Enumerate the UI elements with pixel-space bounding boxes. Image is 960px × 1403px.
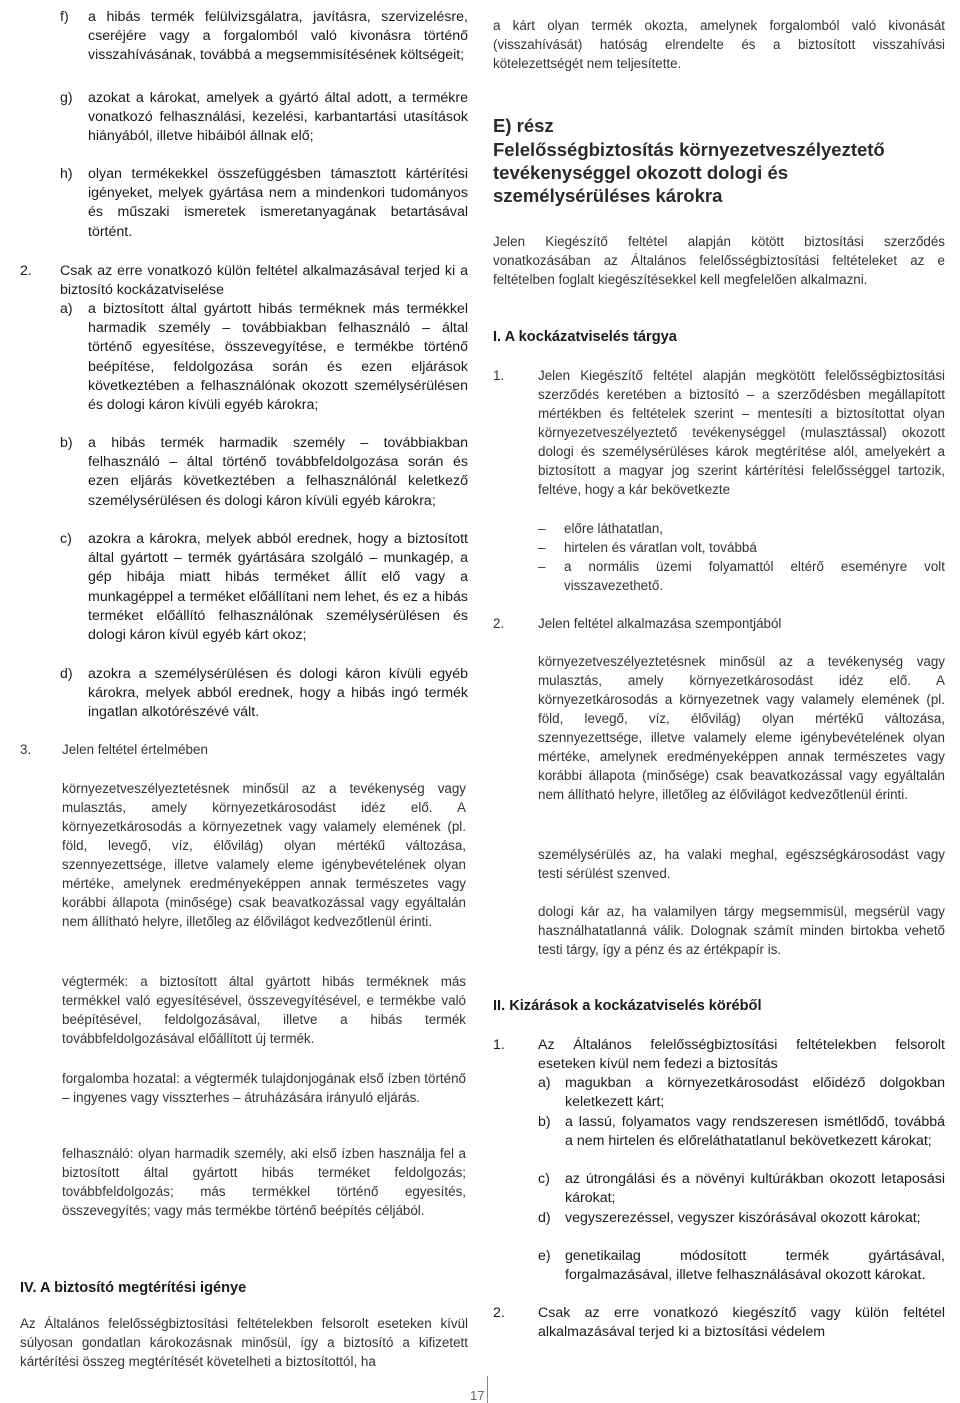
list-marker: d) xyxy=(60,666,73,682)
list-item-text: az útrongálási és a növényi kultúrákban okozott letaposási károkat; xyxy=(565,1171,945,1207)
list-item xyxy=(60,89,468,147)
section-heading: IV. A biztosító megtérítési igénye xyxy=(20,1280,247,1296)
paragraph: Jelen Kiegészítő feltétel alapján kötött biztosítási szerződés vonatkozásában az Általános felelősségbiztosítási feltételeket az e feltételben foglalt kiegészítésekkel kell megfelelően alkalmazni. xyxy=(493,234,945,287)
list-item-text: Csak az erre vonatkozó külön feltétel alkalmazásával terjed ki a biztosító kockázatviselése xyxy=(60,263,468,299)
part-title: Felelősségbiztosítás környezetveszélyeztető tevékenységgel okozott dologi és személysérüléses károkra xyxy=(493,139,885,206)
dash-item xyxy=(538,557,945,595)
section-heading: II. Kizárások a kockázatviselés köréből xyxy=(493,998,762,1014)
list-item-text: Jelen feltétel alkalmazása szempontjából xyxy=(538,616,782,631)
list-item-text: Az Általános felelősségbiztosítási feltételekben felsorolt eseteken kívül nem fedezi a biztosítás xyxy=(538,1037,945,1073)
list-item-text: a hibás termék harmadik személy – továbbiakban felhasználó – által történő továbbfeldolgozása során és ezen eljárás következtében a felhasználónál keletkező személysérülésen és dologi káron kívüli egyéb károkra; xyxy=(88,435,468,509)
page-divider xyxy=(487,1376,488,1403)
list-item xyxy=(60,434,468,511)
dash-item xyxy=(538,538,945,557)
list-item-text: Jelen Kiegészítő feltétel alapján megkötött felelősségbiztosítási szerződés keretében a biztosító – a szerződésben megállapított mértékben és feltételek szerint – mentesíti a biztosítottat olyan környezetveszélyeztető tevékenységgel (mulasztással) okozott dologi és személysérüléses károk megtérítése alól, amelyekért a biztosított a magyar jog szerint kártérítési felelősséggel tartozik, feltéve, hogy a kár bekövetkezte xyxy=(538,368,945,497)
dash-item xyxy=(538,519,945,538)
list-marker: b) xyxy=(538,1114,551,1130)
list-marker: g) xyxy=(60,90,73,106)
list-item-text: azokra a személysérülésen és dologi káron kívüli egyéb károkra, melyek abból erednek, hogy a hibás ingó termék ingatlan alkotórészévé vált. xyxy=(88,666,468,721)
numbered-item xyxy=(20,262,468,300)
definition-paragraph: forgalomba hozatal: a végtermék tulajdonjogának első ízben történő – ingyenes vagy visszterhes – átruházására irányuló eljárás. xyxy=(62,1071,466,1105)
part-label: E) rész xyxy=(493,115,554,136)
numbered-item xyxy=(493,614,945,633)
dash-marker: – xyxy=(538,559,546,574)
definition-paragraph: személysérülés az, ha valaki meghal, egészségkárosodást vagy testi sérülést szenved. xyxy=(538,847,945,881)
dash-marker: – xyxy=(538,521,546,536)
definition-paragraph: környezetveszélyeztetésnek minősül az a tevékenység vagy mulasztás, amely környezetkárosodást idéz elő. A környezetkárosodás a környezetnek vagy valamely elemének (pl. föld, levegő, víz, élővilág) olyan mértékű változása, szennyezettsége, illetve valamely eleme igénybevételének olyan mértéke, amelynek eredményeképpen annak természetes vagy korábbi állapota (minősége) csak beavatkozással vagy egyáltalán nem állítható helyre, illetőleg az élővilágot kedvezőtlenül érinti. xyxy=(538,654,945,802)
list-marker: a) xyxy=(538,1075,551,1091)
list-item-text: hirtelen és váratlan volt, továbbá xyxy=(564,540,757,555)
list-marker: 2. xyxy=(493,1305,505,1321)
list-item-text: vegyszerezéssel, vegyszer kiszórásával okozott károkat; xyxy=(565,1210,921,1226)
list-item-text: a hibás termék felülvizsgálatra, javításra, szervizelésre, cseréjére vagy a forgalomból való kivonásra történő visszahívásának, továbbá a megsemmisítésének költségeit; xyxy=(88,9,468,64)
list-item xyxy=(60,165,468,242)
list-item-text: a lassú, folyamatos vagy rendszeresen ismétlődő, továbbá a nem hirtelen és előreláthatatlanul bekövetkezett károkat; xyxy=(565,1114,945,1150)
list-marker: e) xyxy=(538,1248,551,1264)
list-item-text: magukban a környezetkárosodást előidéző dolgokban keletkezett kárt; xyxy=(565,1075,945,1111)
list-item-text: azokat a károkat, amelyek a gyártó által adott, a termékre vonatkozó felhasználási, kezelési, karbantartási utasítások hiányából, illetve hibáiból állnak elő; xyxy=(88,90,468,145)
numbered-item xyxy=(20,740,468,759)
list-marker: 3. xyxy=(20,742,32,757)
list-item-text: olyan termékekkel összefüggésben támasztott kártérítési igényeket, melyek gyártása nem a mindenkori tudományos és műszaki ismeretek ismeretanyagának betartásával történt. xyxy=(88,166,468,240)
list-item xyxy=(60,300,468,415)
dash-marker: – xyxy=(538,540,546,555)
list-marker: f) xyxy=(60,9,69,25)
list-item-text: genetikailag módosított termék gyártásával, forgalmazásával, illetve felhasználásával okozott károkat. xyxy=(565,1248,945,1284)
definition-paragraph: dologi kár az, ha valamilyen tárgy megsemmisül, megsérül vagy használhatatlanná válik. Dolognak számít minden birtokba vehető testi tárgy, így a pénz és az értékpapír is. xyxy=(538,904,945,957)
list-marker: 2. xyxy=(493,616,505,631)
list-item-text: a normális üzemi folyamattól eltérő eseményre volt visszavezethető. xyxy=(564,559,945,593)
list-item xyxy=(538,1074,945,1112)
list-marker: 2. xyxy=(20,263,32,279)
list-item xyxy=(60,530,468,645)
paragraph: a kárt olyan termék okozta, amelynek forgalomból való kivonását (visszahívását) hatóság elrendelte és a biztosított visszahívási kötelezettségét nem teljesítette. xyxy=(493,18,945,71)
list-item xyxy=(538,1209,945,1228)
list-marker: b) xyxy=(60,435,73,451)
numbered-item xyxy=(493,1036,945,1074)
list-item xyxy=(538,1113,945,1151)
list-item-text: Jelen feltétel értelmében xyxy=(62,742,208,757)
list-item-text: a biztosított által gyártott hibás terméknek más termékkel harmadik személy – továbbiakban felhasználó – által történő egyesítése, összevegyítése, e termékbe történő beépítése, feldolgozása során és ezen eljárások következtében a felhasználónak okozott személysérülésen és dologi káron kívüli egyéb károkra; xyxy=(88,301,468,414)
list-marker: 1. xyxy=(493,368,505,383)
list-marker: h) xyxy=(60,166,73,182)
section-heading: I. A kockázatviselés tárgya xyxy=(493,329,677,345)
list-item-text: azokra a károkra, melyek abból erednek, hogy a biztosított által gyártott – termék gyártására szolgáló – munkagép, a gép hibája miatt hibás terméket állít elő vagy a munkagéppel a terméket előállítani nem lehet, és ez a hibás terméket előállító felhasználónak személysérülésen és dologi káron kívül egyéb kárt okoz; xyxy=(88,531,468,644)
list-item-text: Csak az erre vonatkozó kiegészítő vagy külön feltétel alkalmazásával terjed ki a biztosítási védelem xyxy=(538,1305,945,1341)
list-item xyxy=(538,1247,945,1285)
list-item xyxy=(60,665,468,723)
numbered-item xyxy=(493,1304,945,1342)
list-marker: 1. xyxy=(493,1037,505,1053)
list-item xyxy=(538,1170,945,1208)
paragraph: Az Általános felelősségbiztosítási feltételekben felsorolt eseteken kívül súlyosan gondatlan károkozásnak minősül, így a biztosító a kifizetett kártérítési összeg megtérítését követelheti a biztosítottól, ha xyxy=(20,1316,468,1369)
page-number: 17 xyxy=(470,1388,485,1403)
list-item xyxy=(60,8,468,66)
list-marker: a) xyxy=(60,301,73,317)
definition-paragraph: felhasználó: olyan harmadik személy, aki első ízben használja fel a biztosított által gyártott hibás terméket feldolgozás; továbbfeldolgozás; más termékkel történő egyesítés, összevegyítés; vagy más termékbe történő beépítés céljából. xyxy=(62,1146,466,1218)
list-marker: c) xyxy=(60,531,72,547)
list-item-text: előre láthatatlan, xyxy=(564,521,664,536)
list-marker: d) xyxy=(538,1210,551,1226)
list-marker: c) xyxy=(538,1171,550,1187)
numbered-item xyxy=(493,366,945,499)
definition-paragraph: végtermék: a biztosított által gyártott hibás terméknek más termékkel való egyesítésével, összevegyítésével, e termékbe való beépítésével, feldolgozásával, illetve a hibás termék továbbfeldolgozásával előállított új termék. xyxy=(62,974,466,1046)
definition-paragraph: környezetveszélyeztetésnek minősül az a tevékenység vagy mulasztás, amely környezetkárosodást idéz elő. A környezetkárosodás a környezetnek vagy valamely elemének (pl. föld, levegő, víz, élővilág) olyan mértékű változása, szennyezettsége, illetve valamely eleme igénybevételének olyan mértéke, amelynek eredményeképpen annak természetes vagy korábbi állapota (minősége) csak beavatkozással vagy egyáltalán nem állítható helyre, illetőleg az élővilágot kedvezőtlenül érinti. xyxy=(62,781,466,929)
